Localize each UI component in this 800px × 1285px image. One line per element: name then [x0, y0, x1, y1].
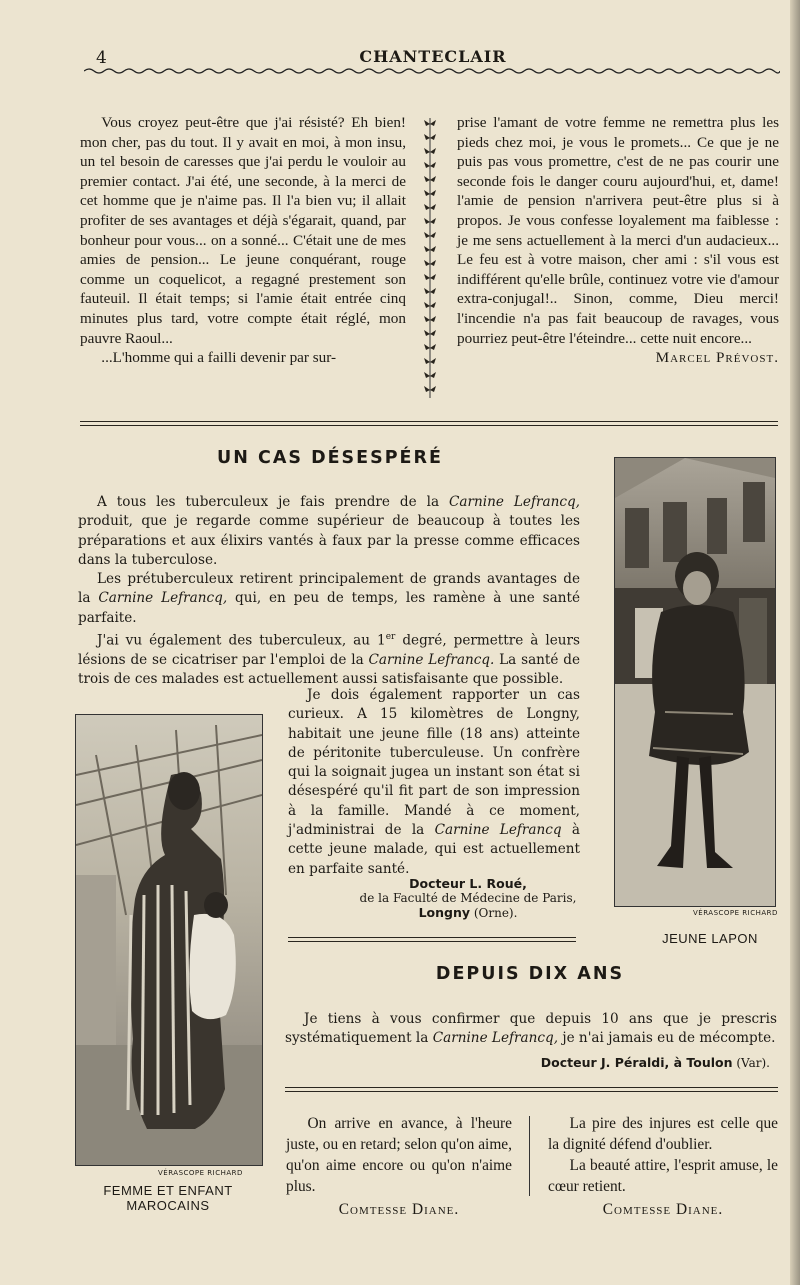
- article2-signature: Docteur J. Péraldi, à Toulon (Var).: [540, 1055, 770, 1070]
- vine-ornament-divider: [420, 116, 440, 400]
- maxim-text: La pire des injures est celle que la dignité défend d'oublier.: [548, 1115, 778, 1153]
- maxim-author: Comtesse Diane.: [602, 1201, 724, 1218]
- story-right-column: [457, 113, 779, 368]
- section-rule: [285, 1091, 778, 1092]
- story-paragraph: Vous croyez peut-être que j'ai résisté? Eh bien! mon cher, pas du tout. Il y avait en moi, à mon insu, un tel besoin de caresses que j'ai perdu le vouloir au premier contact. J'ai été, une seconde, à la merci de cet homme que je n'aime pas. Il l'a bien vu; il allait profiter de ses avantages et déjà s'égarait, quand, par bonheur pour vous... on a sonné... C'était une de mes amies de pension... Le jeune conquérant, rouge comme un coquelicot, a regagné prestement son fauteuil. Il était temps; si l'amie était entrée cinq minutes plus tard, votre compte était réglé, mon pauvre Raoul...: [80, 114, 406, 347]
- article-paragraph: Je tiens à vous confirmer que depuis 10 ans que je prescris systématiquement la Carnine Lefrancq, je n'ai jamais eu de mécompte.: [285, 1011, 777, 1047]
- signature-location: Longny (Orne).: [418, 905, 518, 920]
- photo-caption: FEMME ET ENFANT MAROCAINS: [103, 1183, 233, 1213]
- photo-caption: JEUNE LAPON: [662, 931, 758, 946]
- product-name: Carnine Lefrancq,: [449, 494, 580, 510]
- article-signature: [350, 876, 586, 920]
- maxim-author: Comtesse Diane.: [338, 1201, 460, 1218]
- maxim-divider: [529, 1116, 530, 1196]
- product-name: Carnine Lefrancq.: [368, 651, 495, 668]
- section-rule: [80, 425, 778, 426]
- page-number: 4: [96, 48, 107, 68]
- article-title: DEPUIS DIX ANS: [435, 964, 625, 984]
- photo-woman-and-child-image: [76, 715, 262, 1165]
- article-body-continued: [288, 686, 580, 879]
- story-paragraph: ...L'homme qui a failli devenir par sur-: [101, 349, 337, 367]
- story-paragraph: prise l'amant de votre femme ne remettra plus les pieds chez moi, je vous le promets... Ce que je ne puis pas vous promettre, c'est de ne pas courir une seconde fois le danger couru aujourd'hui, et, dame! l'amie de pension n'arrivera peut-être plus si à propos. Je vous confesse loyalement ma faiblesse : je me sens actuellement à la merci d'un audacieux... Le feu est à votre maison, cher ami : s'il vous est indifférent qu'elle brûle, continuez votre vie d'amour extra-conjugal!.. Sinon, comme, Dieu merci! l'incendie n'a pas fait beaucoup de ravages, vous pourriez peut-être l'éteindre... cette nuit encore...: [457, 114, 779, 347]
- story-signature: Marcel Prévost.: [655, 349, 779, 367]
- product-name: Carnine Lefrancq,: [432, 1030, 559, 1047]
- maxim-text: La beauté attire, l'esprit amuse, le cœur retient.: [548, 1157, 778, 1195]
- running-head: CHANTECLAIR: [359, 47, 507, 66]
- story-left-column: [80, 113, 406, 368]
- maxim-left: [286, 1113, 512, 1220]
- photo-young-lapp: [614, 457, 776, 907]
- wavy-rule: [84, 66, 780, 76]
- photo-young-lapp-image: [615, 458, 775, 906]
- photo-woman-and-child: [75, 714, 263, 1166]
- product-name: Carnine Lefrancq: [434, 822, 562, 839]
- small-rule: [288, 941, 576, 942]
- signature-affiliation: de la Faculté de Médecine de Paris,: [359, 891, 577, 905]
- section-rule: [285, 1087, 778, 1088]
- photo-credit: VÉRASCOPE RICHARD: [158, 1169, 243, 1177]
- article-paragraph: Je dois également rapporter un cas curieux. A 15 kilomètres de Longny, habitait une jeune fille (18 ans) atteinte de péritonite tuberculeuse. Un confrère qui la soignait jugea un instant son état si désespéré qu'il fit part de son impression à la famille. Mandé à ce moment, j'administrai de la Carnine Lefrancq à cette jeune malade, qui est actuellement en parfaite santé.: [288, 687, 580, 877]
- maxim-right: [548, 1113, 778, 1220]
- article-paragraph: J'ai vu également des tuberculeux, au 1er degré, permettre à leurs lésions de se cicatriser par l'emploi de la Carnine Lefrancq. La santé de trois de ces malades est actuellement aussi satisfaisante que possible.: [78, 632, 581, 688]
- article2-body: [285, 1010, 777, 1049]
- maxim-text: On arrive en avance, à l'heure juste, ou en retard; selon qu'on aime, qu'on aime encore ou qu'on n'aime plus.: [286, 1115, 512, 1195]
- article-paragraph: Les prétuberculeux retirent principalement de grands avantages de la Carnine Lefrancq, qui, en peu de temps, les ramène à une santé parfaite.: [78, 571, 580, 626]
- article-title: UN CAS DÉSESPÉRÉ: [217, 448, 443, 468]
- article-paragraph: A tous les tuberculeux je fais prendre de la Carnine Lefrancq, produit, que je regarde comme supérieur de beaucoup à toutes les préparations et aux élixirs vantés à faux par la presse comme efficaces dans la tuberculose.: [78, 494, 580, 568]
- small-rule: [288, 937, 576, 938]
- page-edge: [790, 0, 800, 1285]
- section-rule: [80, 421, 778, 422]
- signature-name: Docteur L. Roué,: [409, 876, 527, 891]
- product-name: Carnine Lefrancq,: [98, 590, 228, 607]
- photo-credit: VÉRASCOPE RICHARD: [693, 909, 778, 917]
- article-body-top: [78, 493, 580, 690]
